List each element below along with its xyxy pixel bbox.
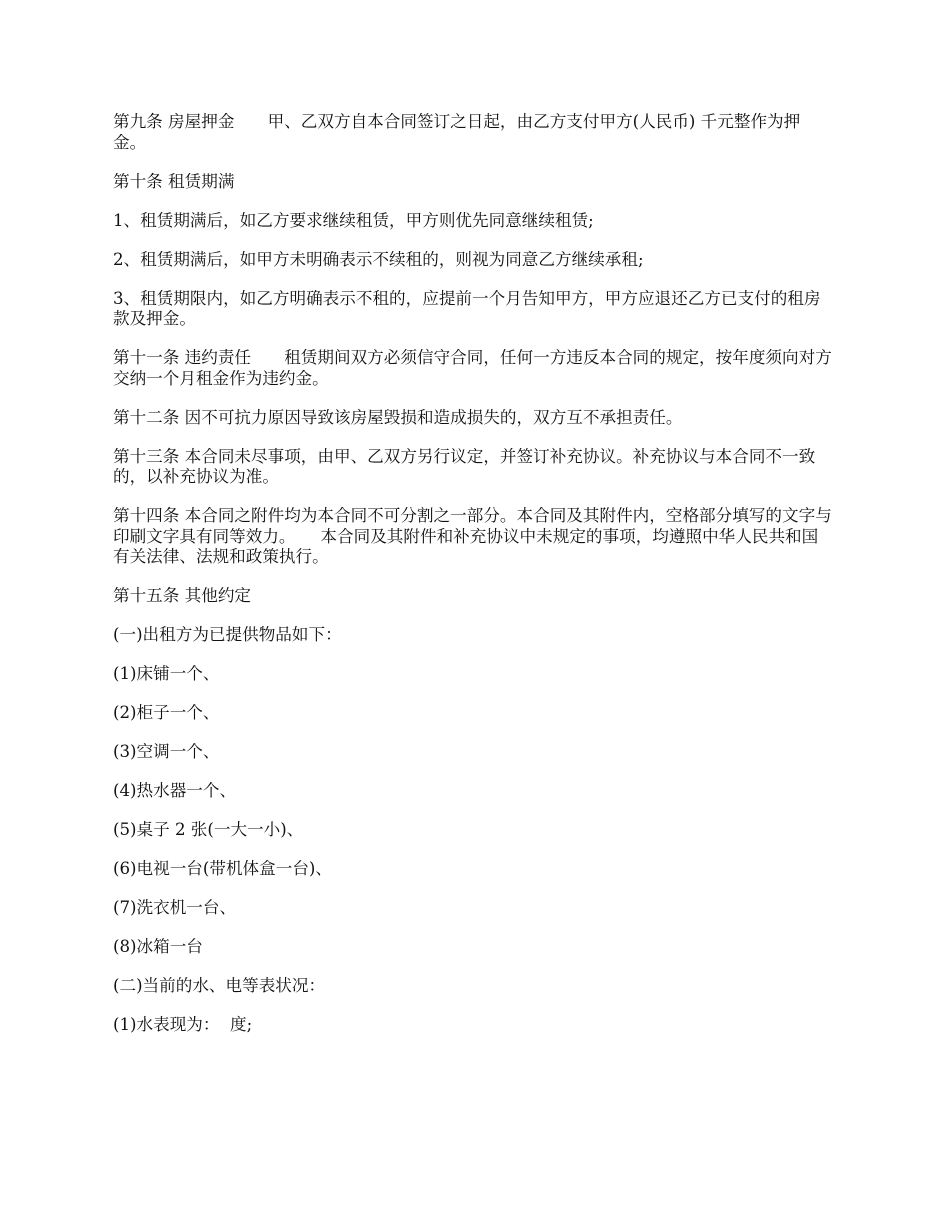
provided-items-heading: (一)出租方为已提供物品如下： [113,625,342,644]
document-page [113,112,833,1054]
article-12-force-majeure: 第十二条 因不可抗力原因导致该房屋毁损和造成损失的，双方互不承担责任。 [113,407,683,427]
water-meter-reading: (1)水表现为： 度; [113,1015,253,1034]
list-item: (1)床铺一个、 [113,664,220,683]
list-item: (2)柜子一个、 [113,703,220,722]
list-item: (8)冰箱一台 [113,937,203,956]
article-10-item-3: 3、租赁期限内，如乙方明确表示不租的，应提前一个月告知甲方，甲方应退还乙方已支付的租房款及押金。 [113,288,821,328]
article-10-item-2: 2、租赁期满后，如甲方未明确表示不续租的，则视为同意乙方继续承租; [113,249,644,269]
list-item: (3)空调一个、 [113,742,220,761]
list-item: (5)桌子 2 张(一大一小)、 [113,820,304,839]
meter-status-heading: (二)当前的水、电等表状况： [113,976,326,995]
article-15-heading: 第十五条 其他约定 [113,586,252,605]
list-item: (4)热水器一个、 [113,781,237,800]
article-9-deposit: 第九条 房屋押金 甲、乙双方自本合同签订之日起，由乙方支付甲方(人民币) 千元整作为押金。 [113,112,801,152]
article-11-breach: 第十一条 违约责任 租赁期间双方必须信守合同，任何一方违反本合同的规定，按年度须向对方交纳一个月租金作为违约金。 [113,348,832,388]
article-13-supplement: 第十三条 本合同未尽事项，由甲、乙双方另行议定，并签订补充协议。补充协议与本合同不一致的，以补充协议为准。 [113,446,816,486]
list-item: (7)洗衣机一台、 [113,898,237,917]
article-14-attachments: 第十四条 本合同之附件均为本合同不可分割之一部分。本合同及其附件内，空格部分填写的文字与印刷文字具有同等效力。 本合同及其附件和补充协议中未规定的事项，均遵照中华人民共和国有关法律、法规和政策执行。 [113,506,832,566]
list-item: (6)电视一台(带机体盒一台)、 [113,859,332,878]
article-10-heading: 第十条 租赁期满 [113,171,235,191]
article-10-item-1: 1、租赁期满后，如乙方要求继续租赁，甲方则优先同意继续租赁; [113,210,594,230]
